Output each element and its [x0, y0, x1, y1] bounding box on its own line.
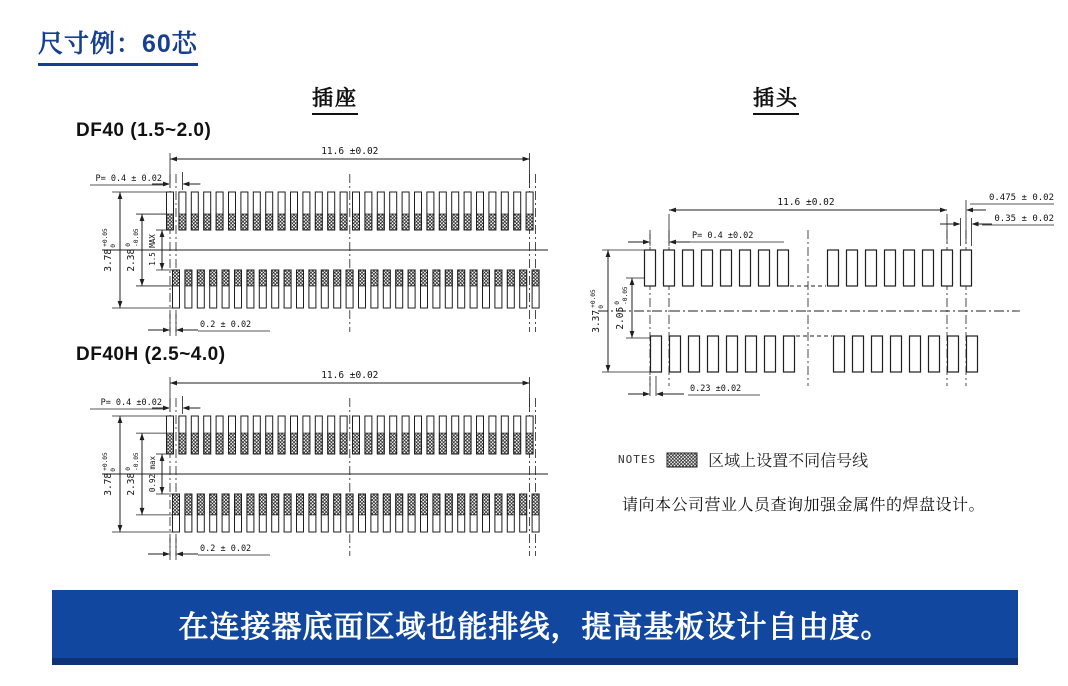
svg-text:0.2 ± 0.02: 0.2 ± 0.02 [200, 320, 252, 330]
svg-text:P= 0.4 ±0.02: P= 0.4 ±0.02 [692, 231, 754, 241]
svg-text:1.5 MAX: 1.5 MAX [148, 234, 157, 266]
svg-text:11.6 ±0.02: 11.6 ±0.02 [777, 197, 835, 208]
plug-drawing [588, 188, 1064, 403]
remark-text: 请向本公司营业人员查询加强金属件的焊盘设计。 [622, 497, 986, 514]
socket-column-header: 插座 [312, 82, 358, 115]
svg-text:3.78+0.050: $3.78^{+0.05}0$ [102, 452, 117, 496]
svg-text:3.78+0.050: $3.78^{+0.05}0$ [102, 228, 117, 272]
svg-text:P= 0.4 ±0.02: P= 0.4 ±0.02 [100, 398, 162, 408]
notes-legend-text: 区域上设置不同信号线 [708, 453, 869, 470]
df40-label: DF40 (1.5~2.0) [76, 120, 212, 141]
svg-text:2.380-0.05: 2.38$^0$-0.05 [125, 228, 140, 272]
notes-label: NOTES [618, 453, 657, 466]
page-title: 尺寸例：60芯 [38, 24, 198, 66]
svg-text:11.6 ±0.02: 11.6 ±0.02 [321, 370, 379, 381]
df40-socket-drawing [90, 140, 555, 345]
df40h-socket-drawing [90, 364, 555, 569]
svg-text:3.37+0.050: $3.37^{+0.05}0$ [590, 289, 605, 333]
svg-text:11.6 ±0.02: 11.6 ±0.02 [321, 146, 379, 157]
df40h-label: DF40H (2.5~4.0) [76, 344, 226, 365]
bottom-banner [52, 590, 1018, 665]
svg-text:0.475 ± 0.02: 0.475 ± 0.02 [988, 193, 1054, 203]
svg-text:0.23 ±0.02: 0.23 ±0.02 [690, 384, 742, 394]
svg-text:2.050-0.05: 2.05$^0$-0.05 [614, 286, 629, 330]
svg-text:0.2 ± 0.02: 0.2 ± 0.02 [200, 544, 252, 554]
svg-text:0.92 max: 0.92 max [148, 455, 157, 493]
bottom-banner-text: 在连接器底面区域也能排线，提高基板设计自由度。 [178, 611, 892, 644]
svg-text:2.380-0.05: 2.38$^0$-0.05 [125, 452, 140, 496]
svg-text:0.35 ± 0.02: 0.35 ± 0.02 [994, 214, 1054, 224]
plug-column-header: 插头 [753, 82, 799, 115]
hatch-legend-icon [666, 452, 698, 468]
notes-row [618, 448, 868, 471]
svg-text:P= 0.4 ± 0.02: P= 0.4 ± 0.02 [95, 174, 162, 184]
